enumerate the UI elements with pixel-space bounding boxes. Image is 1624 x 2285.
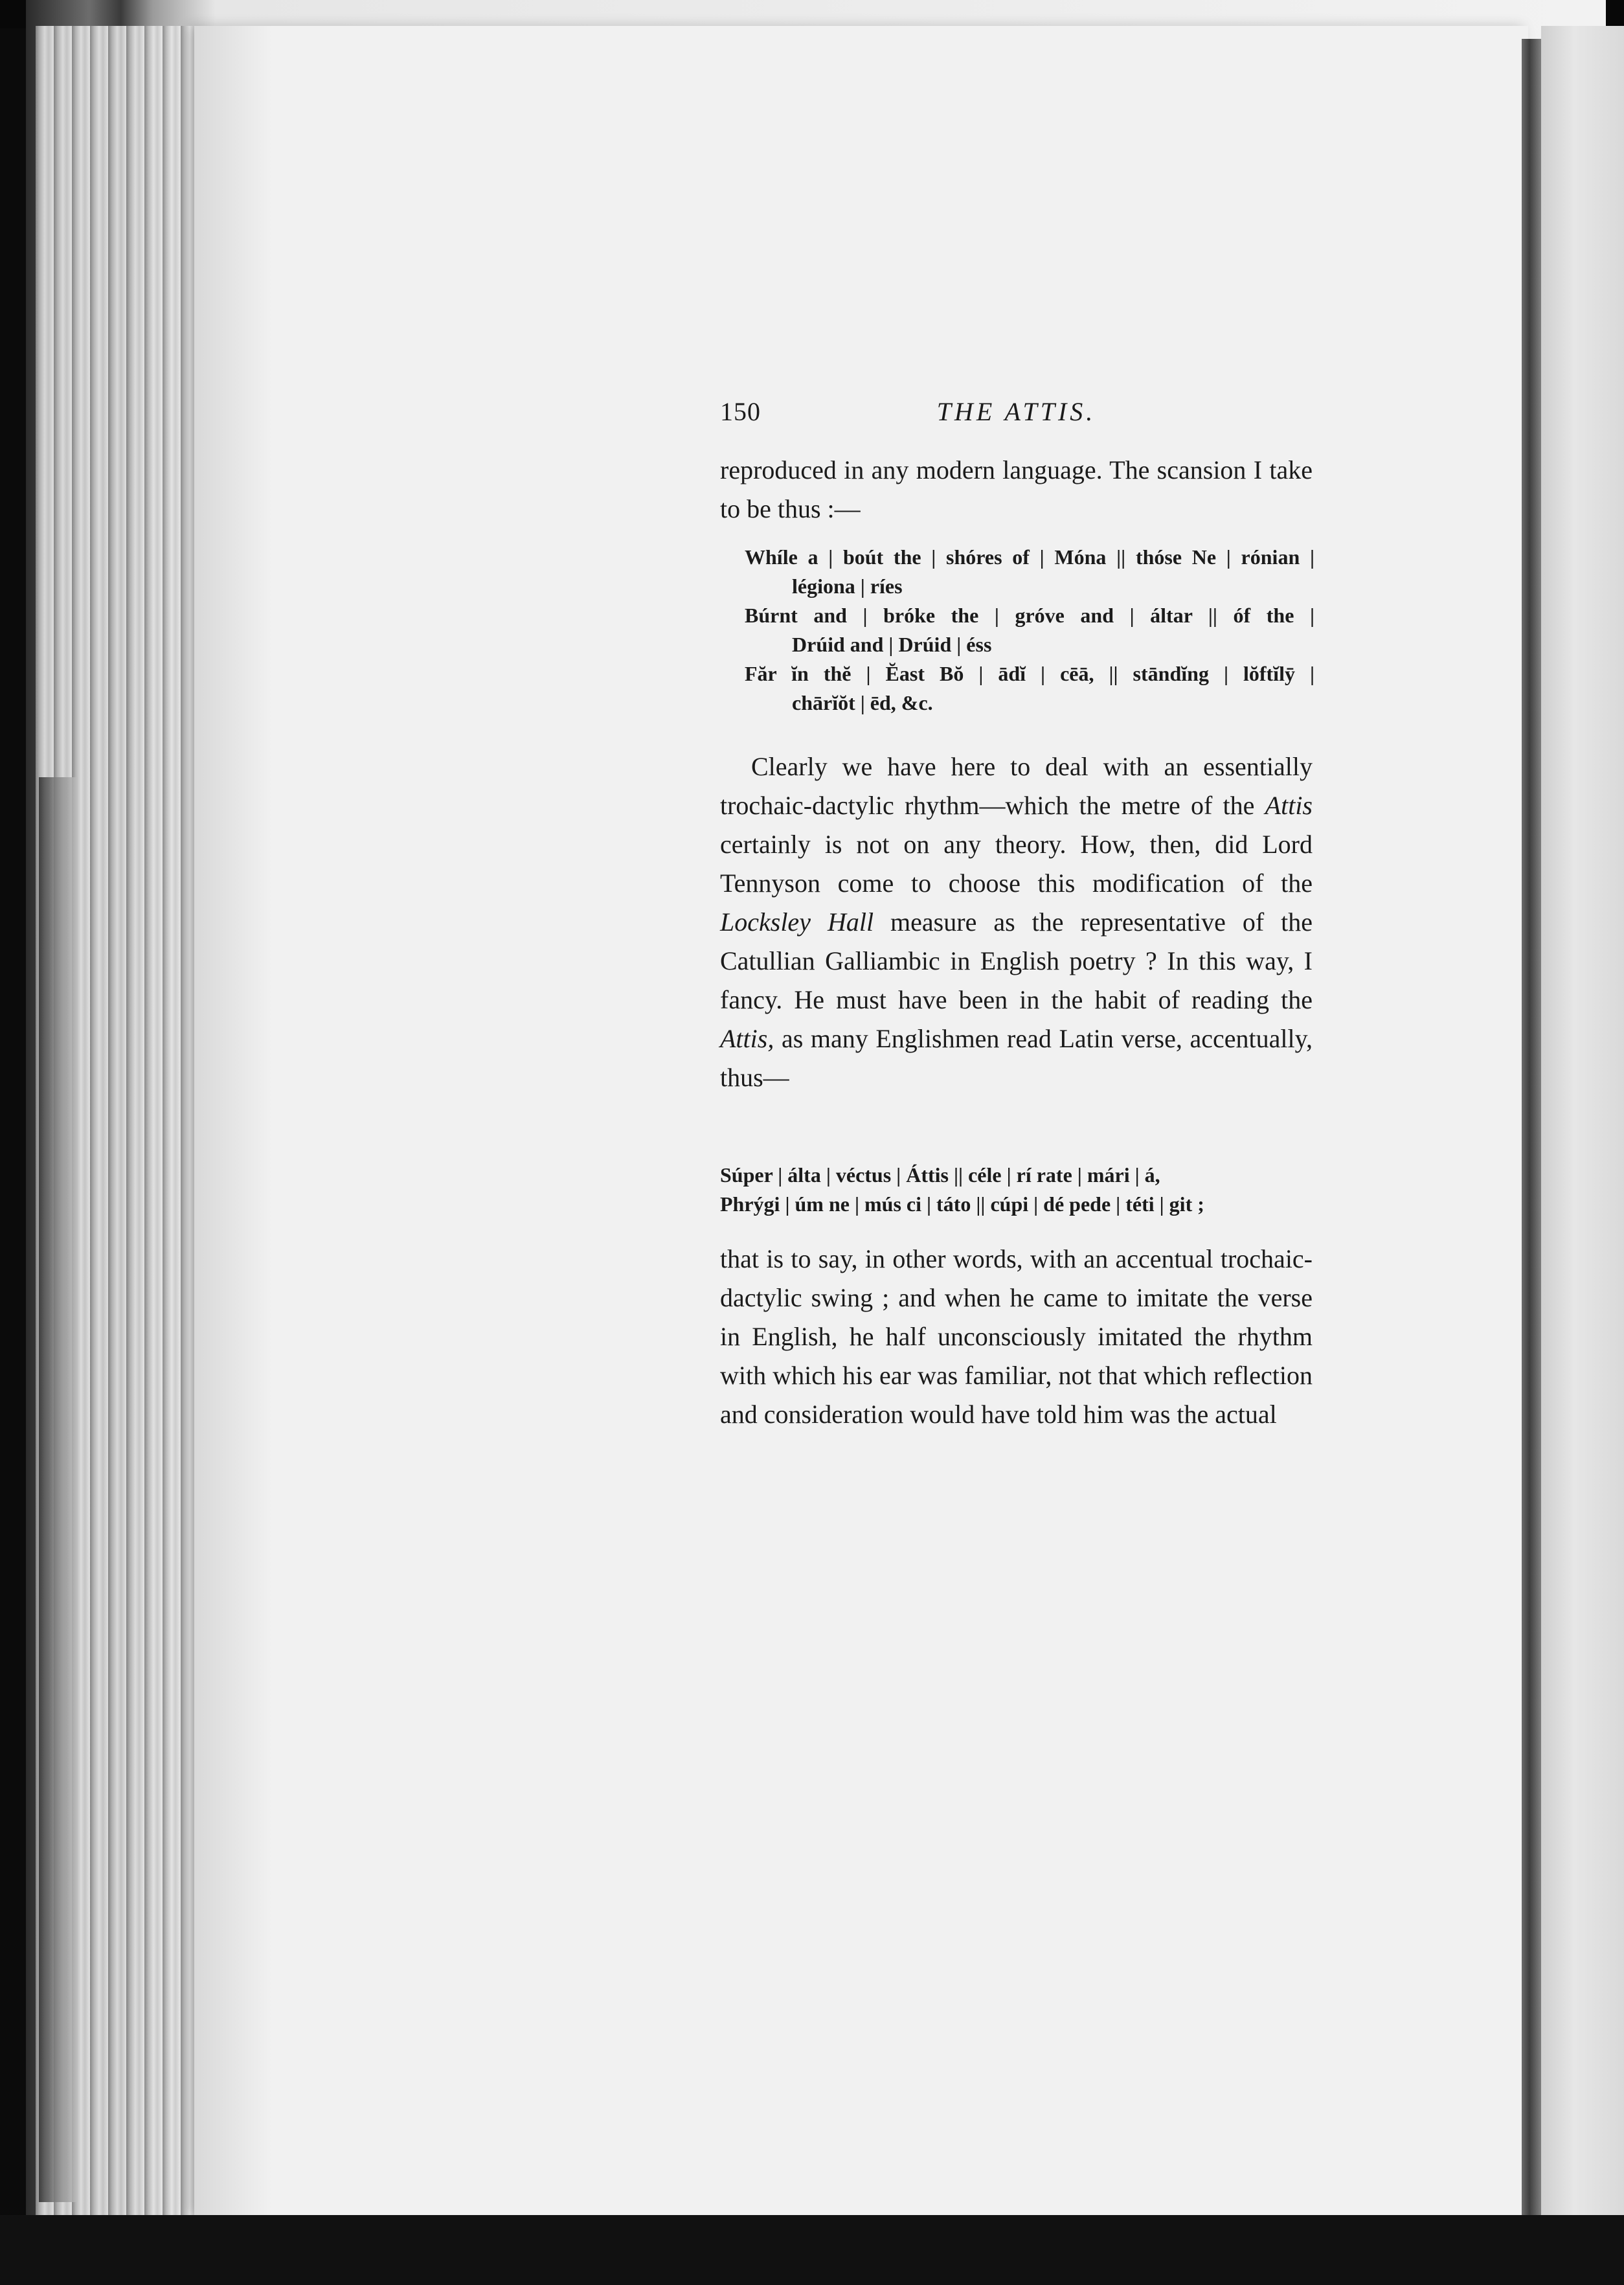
paragraph-2 [720, 747, 1313, 1097]
scansion-block-1 [745, 543, 1314, 718]
italic-title-attis: Attis [1265, 791, 1313, 820]
scan-bottom-band [0, 2215, 1624, 2285]
italic-title-attis: Attis, [720, 1024, 774, 1053]
scansion-line: Phrýgi | úm ne | mús ci | táto || cúpi | dé pede | téti | git ; [720, 1192, 1204, 1216]
book-gutter [1522, 39, 1541, 2215]
page-gutter-shadow [194, 26, 272, 2215]
page-number: 150 [720, 397, 761, 426]
paragraph-2-part: measure as the representative of the Catullian Galliambic in English poetry ? In this way, I fancy. He must have been in the habit of reading the [720, 907, 1313, 1014]
paragraph-1 [720, 451, 1313, 529]
scansion-line: Súper | álta | véctus | Áttis || céle | rí rate | mári | á, [720, 1163, 1160, 1187]
scansion-block-2 [720, 1161, 1316, 1219]
scansion-line: chārĭŏt | ēd, &c. [792, 691, 933, 714]
scansion-line: Whíle a | boút the | shóres of | Móna || thóse Ne | rónian | [745, 545, 1314, 569]
paragraph-1-text: reproduced in any modern language. The scansion I take to be thus :— [720, 455, 1313, 523]
book-page [194, 26, 1528, 2215]
paragraph-2-part: certainly is not on any theory. How, then, did Lord Tennyson come to choose this modification of the [720, 830, 1313, 898]
paragraph-2-part: as many Englishmen read Latin verse, accentually, thus— [720, 1024, 1313, 1092]
page-title: THE ATTIS. [936, 397, 1096, 426]
paragraph-2-text [720, 747, 1313, 1097]
scansion-line: Făr ĭn thĕ | Ĕast Bŏ | ādĭ | cēā, || stāndĭng | lŏftĭlȳ | [745, 662, 1314, 685]
scansion-line: Drúid and | Drúid | éss [792, 633, 992, 656]
scansion-line: légiona | ríes [792, 574, 903, 598]
page-stack-shadow [39, 777, 78, 2202]
paragraph-3-text: that is to say, in other words, with an accentual trochaic-dactylic swing ; and when he came to imitate the verse in English, he half unconsciously imitated the rhythm with which his ear was familiar, not that which reflection and consideration would have told him was the actual [720, 1244, 1313, 1429]
scansion-line: Búrnt and | bróke the | gróve and | áltar || óf the | [745, 604, 1314, 627]
paragraph-2-part: Clearly we have here to deal with an essentially trochaic-dactylic rhythm—which the metre of the [720, 752, 1313, 820]
facing-page-edge [1541, 26, 1624, 2215]
italic-title-locksley-hall: Locksley Hall [720, 907, 874, 937]
paragraph-3 [720, 1240, 1313, 1434]
